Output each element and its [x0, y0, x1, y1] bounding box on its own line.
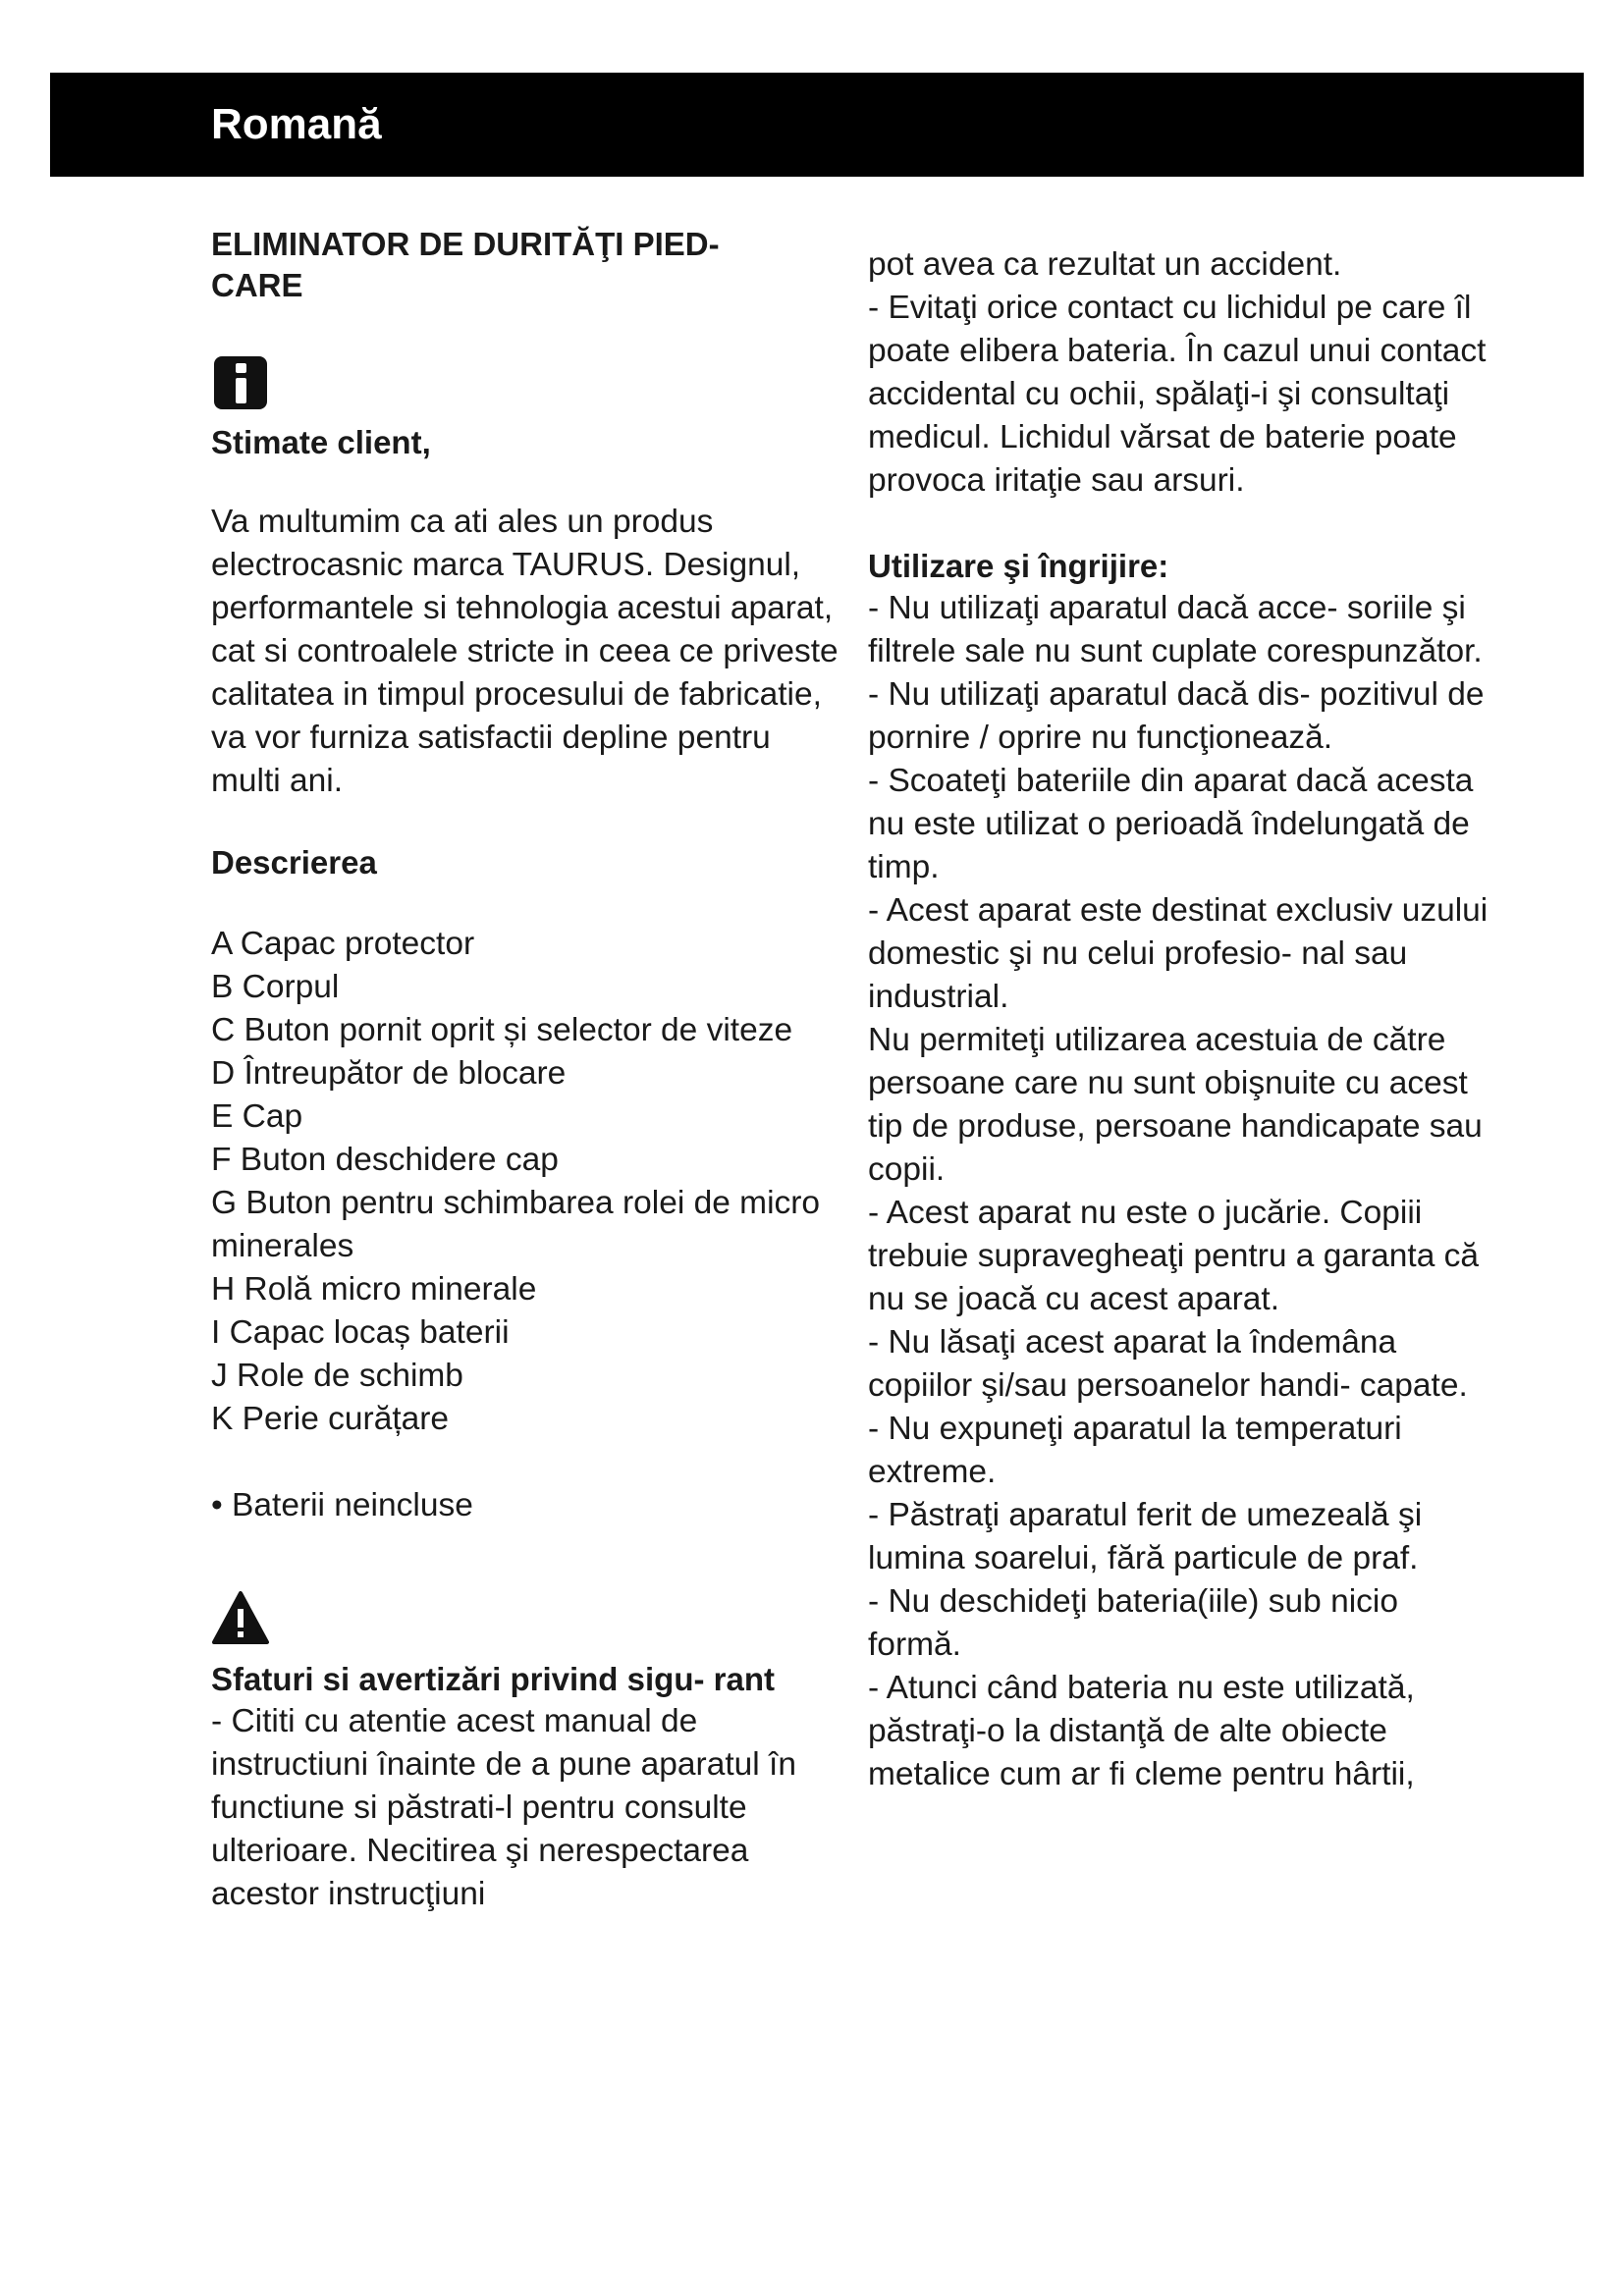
- description-heading: Descrierea: [211, 844, 377, 881]
- list-item: E Cap: [211, 1098, 303, 1135]
- list-item: - Păstraţi aparatul ferit de umezeală şi lumina soarelui, fără particule de praf.: [868, 1497, 1423, 1576]
- list-item: - Atunci când bateria nu este utilizată, păstraţi-o la distanţă de alte obiecte metalice cum ar fi cleme pentru hârtii,: [868, 1670, 1415, 1792]
- usage-heading: Utilizare şi îngrijire:: [868, 548, 1169, 584]
- list-item: A Capac protector: [211, 926, 475, 962]
- list-item: - Nu deschideţi bateria(iile) sub nicio formă.: [868, 1583, 1398, 1663]
- list-item: H Rolă micro minerale: [211, 1271, 537, 1308]
- usage-list: [868, 587, 1496, 1796]
- safety-intro: - Cititi cu atentie acest manual de instructiuni înainte de a pune aparatul în functiune si păstrati-l pentru consulte ulterioare. Necitirea şi nerespectarea acestor instrucţiuni: [211, 1703, 796, 1912]
- list-item: - Nu lăsaţi acest aparat la îndemâna copiilor şi/sau persoanelor handi- capate.: [868, 1324, 1468, 1404]
- list-item: J Role de schimb: [211, 1358, 463, 1394]
- battery-liquid-warning: - Evitaţi orice contact cu lichidul pe care îl poate elibera bateria. În cazul unui contact accidental cu ochii, spălaţi-i şi consultaţi medicul. Lichidul vărsat de baterie poate provoca iritaţie sau arsuri.: [868, 290, 1487, 499]
- language-header: [50, 73, 1584, 177]
- intro-paragraph: Va multumim ca ati ales un produs electrocasnic marca TAURUS. Designul, performantele si tehnologia acestui aparat, cat si controalele stricte in ceea ce priveste calitatea in timpul procesului de fabricatie, va vor furniza satisfactii depline pentru multi ani.: [211, 504, 839, 799]
- parts-list: [211, 923, 839, 1441]
- list-item: - Scoateţi bateriile din aparat dacă acesta nu este utilizat o perioadă îndelungată de timp.: [868, 763, 1474, 885]
- list-item: D Întreupător de blocare: [211, 1055, 567, 1092]
- list-item: - Acest aparat este destinat exclusiv uzului domestic şi nu celui profesio- nal sau industrial.: [868, 892, 1489, 1015]
- right-column: [868, 243, 1496, 1796]
- list-item: F Buton deschidere cap: [211, 1142, 559, 1178]
- batteries-note: • Baterii neincluse: [211, 1487, 473, 1523]
- list-item: - Nu expuneţi aparatul la temperaturi extreme.: [868, 1411, 1402, 1490]
- list-item: I Capac locaș baterii: [211, 1314, 510, 1351]
- safety-heading: Sfaturi si avertizări privind sigu- rant: [211, 1661, 775, 1697]
- warning-icon: [211, 1590, 270, 1649]
- info-icon: [211, 353, 270, 412]
- list-item: - Nu utilizaţi aparatul dacă acce- soriile şi filtrele sale nu sunt cuplate corespunzător.: [868, 590, 1483, 669]
- list-item: C Buton pornit oprit și selector de viteze: [211, 1012, 793, 1048]
- left-column: [211, 224, 839, 1916]
- list-item: - Nu utilizaţi aparatul dacă dis- pozitivul de pornire / oprire nu funcţionează.: [868, 676, 1485, 756]
- language-title: Romană: [211, 100, 382, 148]
- list-item: - Acest aparat nu este o jucărie. Copiii trebuie supravegheaţi pentru a garanta că nu se joacă cu acest aparat.: [868, 1195, 1480, 1317]
- list-item: K Perie curățare: [211, 1401, 450, 1437]
- list-item: Nu permiteţi utilizarea acestuia de către persoane care nu sunt obişnuite cu acest tip de produse, persoane handicapate sau copii.: [868, 1022, 1483, 1188]
- list-item: B Corpul: [211, 969, 340, 1005]
- list-item: G Buton pentru schimbarea rolei de micro minerales: [211, 1185, 821, 1264]
- continuation-text: pot avea ca rezultat un accident.: [868, 246, 1342, 283]
- greeting: Stimate client,: [211, 424, 431, 460]
- product-title: ELIMINATOR DE DURITĂŢI PIED-CARE: [211, 226, 720, 303]
